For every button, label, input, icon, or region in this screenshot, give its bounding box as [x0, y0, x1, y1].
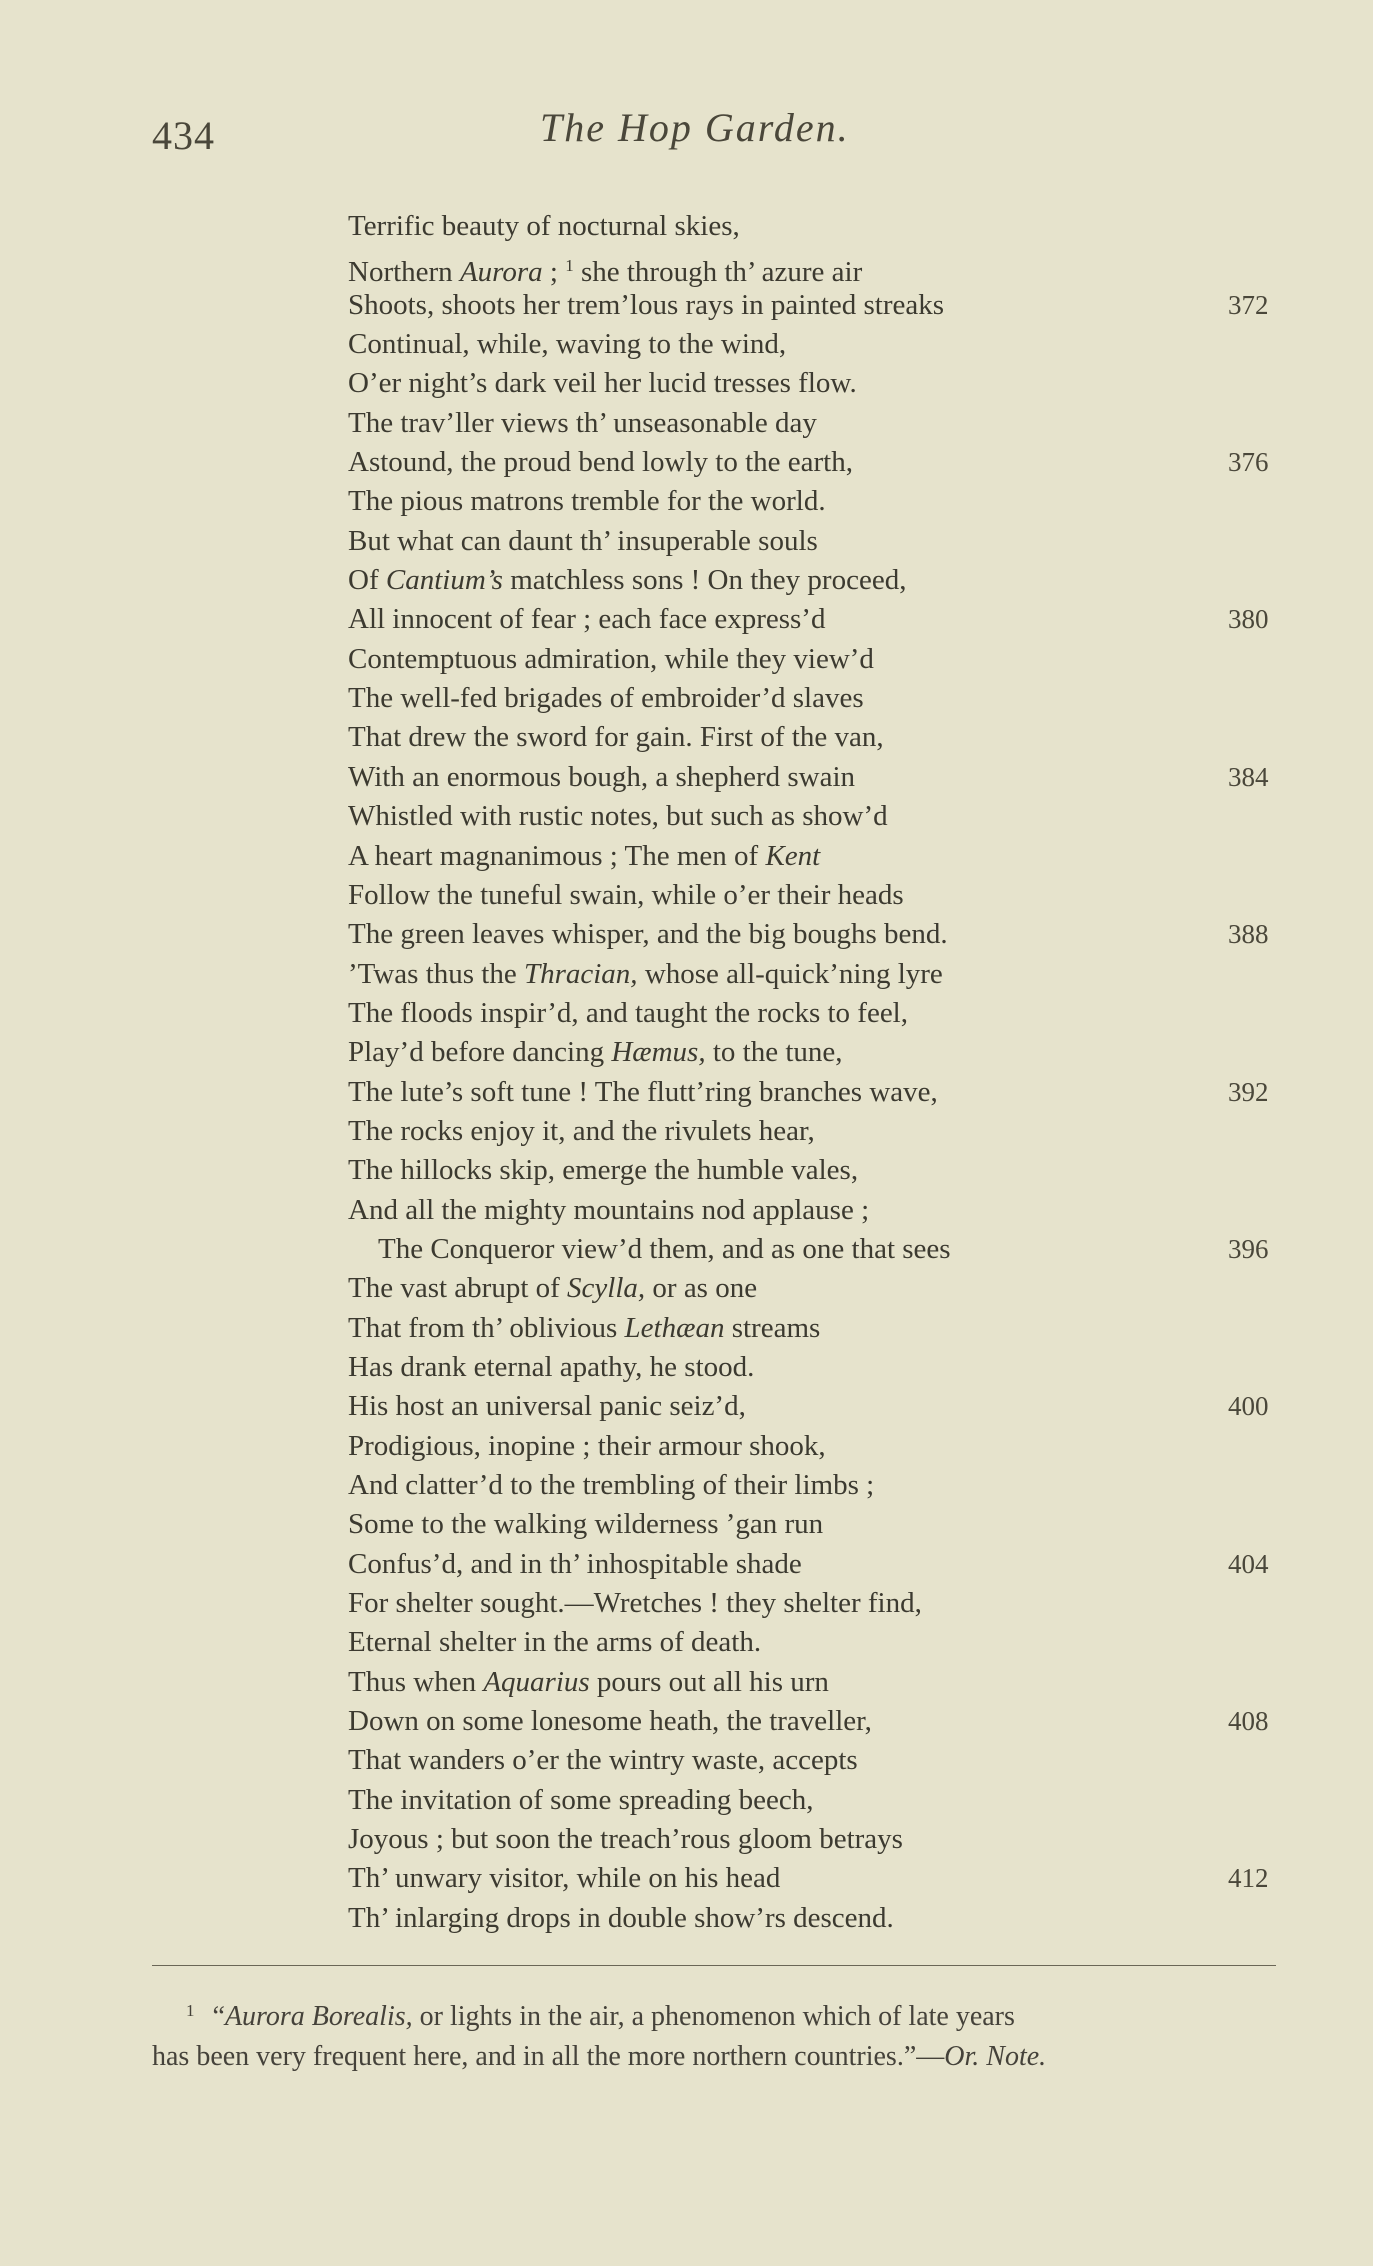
text-segment: she through th’ azure air	[573, 256, 863, 289]
text-segment: whose all-quick’ning lyre	[637, 957, 943, 990]
text-segment: Th’ inlarging drops in double show’rs descend.	[348, 1901, 894, 1934]
poem-line	[0, 1309, 1373, 1348]
poem-line-text	[348, 955, 943, 994]
poem-line-text	[348, 718, 884, 757]
poem-line	[0, 1230, 1373, 1269]
poem-line	[0, 325, 1373, 364]
poem-line	[0, 1269, 1373, 1308]
poem-line	[0, 718, 1373, 757]
poem-line	[0, 1033, 1373, 1072]
poem-line-text	[348, 1348, 754, 1387]
text-segment: The green leaves whisper, and the big boughs bend.	[348, 918, 948, 951]
text-segment: His host an universal panic seiz’d,	[348, 1390, 746, 1423]
text-segment: The hillocks skip, emerge the humble vales,	[348, 1154, 859, 1187]
poem-line	[0, 404, 1373, 443]
text-segment: Lethæan	[624, 1311, 725, 1344]
text-segment: Or. Note.	[944, 2041, 1047, 2072]
line-number: 412	[1228, 1863, 1269, 1894]
text-segment: Terrific beauty of nocturnal skies,	[348, 210, 740, 242]
poem-line-text	[348, 679, 864, 718]
poem-line-text	[348, 1781, 813, 1820]
poem-line	[0, 1545, 1373, 1584]
poem-line	[0, 1387, 1373, 1426]
text-segment: ;	[542, 256, 566, 289]
line-number: 384	[1228, 761, 1269, 792]
poem-line	[0, 482, 1373, 521]
poem-line	[0, 915, 1373, 954]
footnote-marker: 1	[186, 2001, 195, 2020]
poem-line-text	[348, 876, 904, 915]
poem-line-text	[348, 758, 855, 797]
text-segment: Th’ unwary visitor, while on his head	[348, 1862, 781, 1895]
text-segment: Confus’d, and in th’ inhospitable shade	[348, 1547, 802, 1580]
poem-line-text	[348, 1309, 820, 1348]
footnote-line	[152, 1991, 1282, 2037]
text-segment: or lights in the air, a phenomenon which of late years	[412, 2001, 1015, 2032]
text-segment: The trav’ller views th’ unseasonable day	[348, 406, 817, 439]
text-segment: or as one	[645, 1272, 758, 1305]
poem-line-text	[348, 561, 906, 600]
poem-line	[0, 561, 1373, 600]
poem-line	[0, 1073, 1373, 1112]
text-segment: Eternal shelter in the arms of death.	[348, 1626, 762, 1659]
text-segment: Whistled with rustic notes, but such as show’d	[348, 800, 888, 833]
poem-line	[0, 1820, 1373, 1859]
poem-line-text	[348, 1899, 894, 1938]
poem-line-text	[348, 1702, 872, 1741]
footnote-divider	[152, 1965, 1276, 1966]
text-segment: That from th’ oblivious	[348, 1311, 625, 1344]
poem-line-text	[348, 522, 818, 561]
poem-line	[0, 600, 1373, 639]
poem-line	[0, 955, 1373, 994]
line-number: 392	[1228, 1076, 1269, 1107]
poem-line	[0, 1466, 1373, 1505]
poem-line-text	[348, 1112, 815, 1151]
poem-line	[0, 797, 1373, 836]
poem-line	[0, 443, 1373, 482]
text-segment: The invitation of some spreading beech,	[348, 1783, 814, 1816]
poem-line-text	[348, 1741, 858, 1780]
running-title: The Hop Garden.	[540, 105, 850, 150]
text-segment: ’Twas thus the	[348, 957, 524, 990]
footnote-line	[152, 2037, 1282, 2077]
poem-line-text	[348, 1663, 829, 1702]
text-segment: Of	[348, 564, 386, 597]
text-segment: Cantium’s	[385, 564, 503, 597]
poem-line-text	[348, 286, 944, 325]
poem-line-text	[348, 1151, 858, 1190]
poem-line	[0, 679, 1373, 718]
poem-line-text	[348, 837, 820, 876]
text-segment: Joyous ; but soon the treach’rous gloom betrays	[348, 1823, 903, 1856]
text-segment: Scylla,	[567, 1272, 646, 1305]
poem-line	[0, 1859, 1373, 1898]
text-segment: Northern	[348, 256, 460, 289]
poem-line	[0, 1623, 1373, 1662]
text-segment: For shelter sought.—Wretches ! they shelter find,	[348, 1587, 922, 1620]
poem-line-text	[348, 1191, 869, 1230]
text-segment: The well-fed brigades of embroider’d slaves	[348, 682, 864, 715]
poem-line-text	[348, 364, 857, 403]
poem-line	[0, 1899, 1373, 1938]
poem-line-text	[348, 207, 740, 246]
text-segment: But what can daunt th’ insuperable souls	[348, 524, 818, 557]
text-segment: The floods inspir’d, and taught the rocks to feel,	[348, 996, 908, 1029]
text-segment: The Conqueror view’d them, and as one that sees	[378, 1232, 951, 1265]
text-segment: has been very frequent here, and in all the more northern countries.”—	[152, 2041, 945, 2072]
poem-line	[0, 994, 1373, 1033]
poem-line	[0, 522, 1373, 561]
text-segment: Hæmus,	[611, 1036, 706, 1069]
poem-line-text	[348, 1269, 757, 1308]
page-number: 434	[152, 113, 215, 158]
text-segment: Some to the walking wilderness ’gan run	[348, 1508, 824, 1541]
poem-line-text	[348, 1859, 780, 1898]
text-segment: That drew the sword for gain. First of the van,	[348, 721, 884, 754]
poem-line	[0, 1663, 1373, 1702]
footnote	[152, 1991, 1282, 2077]
poem-line	[0, 1702, 1373, 1741]
text-segment: Aurora Borealis,	[224, 2001, 413, 2032]
poem-line-text	[348, 325, 786, 364]
poem-line-text	[348, 1466, 874, 1505]
poem-line-text	[348, 1584, 922, 1623]
text-segment: Aquarius	[483, 1665, 590, 1698]
text-segment: “	[212, 2001, 225, 2032]
poem-line	[0, 1741, 1373, 1780]
poem-line	[0, 758, 1373, 797]
text-segment: Thus when	[348, 1665, 484, 1698]
text-segment: streams	[724, 1311, 821, 1344]
text-segment: pours out all his urn	[589, 1665, 829, 1698]
text-segment: Follow the tuneful swain, while o’er their heads	[348, 878, 904, 911]
poem-body	[0, 207, 1373, 1938]
text-segment: A heart magnanimous ; The men of	[348, 839, 766, 872]
text-segment: Continual, while, waving to the wind,	[348, 328, 787, 361]
poem-line	[0, 1584, 1373, 1623]
poem-line-text	[348, 640, 874, 679]
poem-line	[0, 207, 1373, 246]
text-segment: The vast abrupt of	[348, 1272, 568, 1305]
line-number: 388	[1228, 919, 1269, 950]
poem-line-text	[348, 797, 888, 836]
text-segment: Astound, the proud bend lowly to the earth,	[348, 446, 853, 479]
text-segment: All innocent of fear ; each face express’d	[348, 603, 826, 636]
poem-line-text	[348, 600, 825, 639]
poem-line-text	[348, 1545, 802, 1584]
text-segment: to the tune,	[705, 1036, 843, 1069]
text-segment: The pious matrons tremble for the world.	[348, 485, 826, 518]
text-segment: The rocks enjoy it, and the rivulets hear,	[348, 1114, 815, 1147]
line-number: 380	[1228, 604, 1269, 635]
poem-line-text	[348, 1820, 903, 1859]
text-segment: Contemptuous admiration, while they view’d	[348, 642, 874, 675]
line-number: 372	[1228, 289, 1269, 320]
poem-line-text	[348, 1387, 746, 1426]
poem-line	[0, 1191, 1373, 1230]
text-segment: Thracian,	[523, 957, 638, 990]
text-segment: matchless sons ! On they proceed,	[502, 564, 907, 597]
text-segment: Kent	[765, 839, 821, 872]
line-number: 404	[1228, 1548, 1269, 1579]
text-segment: That wanders o’er the wintry waste, accepts	[348, 1744, 858, 1777]
poem-line	[0, 364, 1373, 403]
poem-line	[0, 1151, 1373, 1190]
text-segment: Has drank eternal apathy, he stood.	[348, 1350, 755, 1383]
poem-line-text	[348, 482, 826, 521]
poem-line-text	[348, 1073, 938, 1112]
poem-line-text	[348, 1505, 823, 1544]
poem-line-text	[348, 443, 853, 482]
poem-line-text	[348, 915, 948, 954]
poem-line	[0, 1427, 1373, 1466]
text-segment: Play’d before dancing	[348, 1036, 612, 1069]
text-segment: O’er night’s dark veil her lucid tresses flow.	[348, 367, 857, 400]
poem-line	[0, 286, 1373, 325]
poem-line-text	[348, 1427, 826, 1466]
text-segment: Shoots, shoots her trem’lous rays in painted streaks	[348, 288, 945, 321]
poem-line-text	[348, 994, 908, 1033]
text-segment: Aurora	[459, 256, 543, 289]
poem-line	[0, 1781, 1373, 1820]
text-segment: With an enormous bough, a shepherd swain	[348, 760, 856, 793]
text-segment: The lute’s soft tune ! The flutt’ring branches wave,	[348, 1075, 938, 1108]
poem-line	[0, 837, 1373, 876]
poem-line	[0, 246, 1373, 289]
poem-line-text	[348, 404, 817, 443]
text-segment: Down on some lonesome heath, the traveller,	[348, 1705, 872, 1738]
poem-line-text	[348, 1033, 843, 1072]
poem-line-text	[378, 1230, 951, 1269]
poem-line	[0, 1348, 1373, 1387]
text-segment: And clatter’d to the trembling of their limbs ;	[348, 1469, 875, 1501]
poem-line	[0, 640, 1373, 679]
line-number: 408	[1228, 1706, 1269, 1737]
poem-line	[0, 876, 1373, 915]
line-number: 376	[1228, 447, 1269, 478]
footnote-reference: 1	[565, 256, 574, 276]
text-segment: Prodigious, inopine ; their armour shook,	[348, 1429, 826, 1462]
poem-line	[0, 1505, 1373, 1544]
text-segment: And all the mighty mountains nod applause ;	[348, 1193, 870, 1226]
poem-line	[0, 1112, 1373, 1151]
line-number: 396	[1228, 1233, 1269, 1264]
line-number: 400	[1228, 1391, 1269, 1422]
poem-line-text	[348, 1623, 761, 1662]
